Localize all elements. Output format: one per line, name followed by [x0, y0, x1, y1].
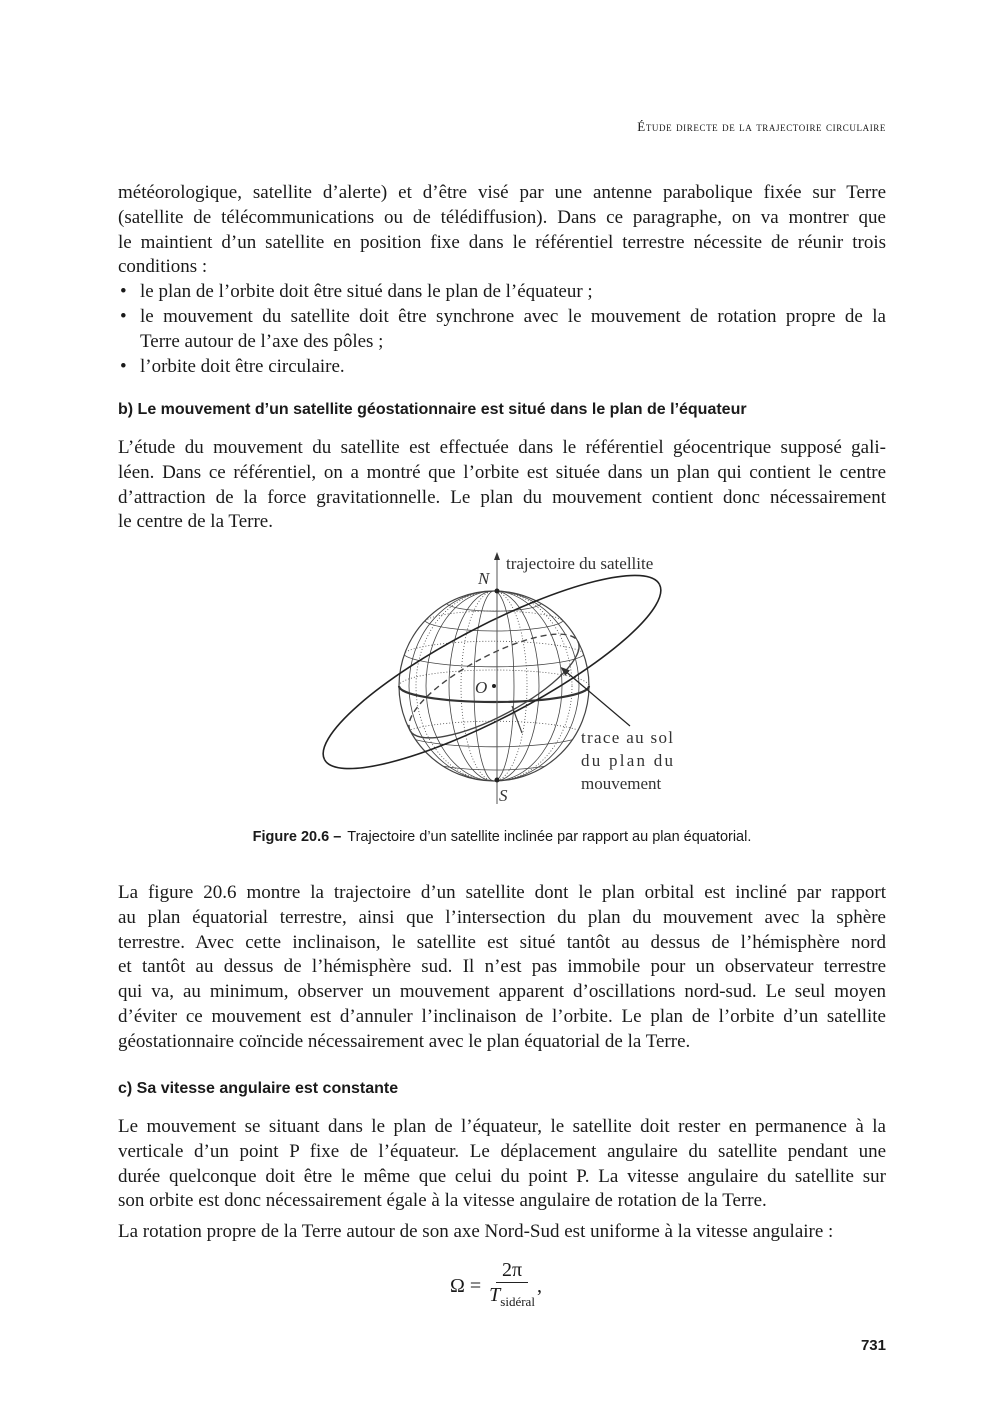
bullet-icon: •: [120, 355, 127, 377]
text-line: L’étude du mouvement du satellite est effectuée dans le référentiel géocentrique supposé gali-: [118, 437, 886, 458]
denominator-symbol: T: [489, 1284, 501, 1306]
section-heading-b: b) Le mouvement d’un satellite géostationnaire est situé dans le plan de l’équateur: [118, 401, 747, 418]
text-line: et tantôt au dessus de l’hémisphère sud. Il n’est pas immobile pour un observateur terrestre: [118, 956, 886, 978]
denominator: [489, 1283, 535, 1314]
section-heading-c: c) Sa vitesse angulaire est constante: [118, 1080, 399, 1097]
north-pole-point: [495, 589, 500, 594]
denominator-subscript: sidéral: [500, 1294, 535, 1309]
label-trace: mouvement: [581, 774, 662, 793]
page-number: 731: [860, 1337, 886, 1354]
text-line: d’attraction de la force gravitationnelle. Le plan du mouvement contient donc nécessairement: [118, 486, 886, 508]
section-c-paragraph: [118, 1115, 886, 1245]
equation-lhs: Ω =: [450, 1274, 482, 1297]
parallel-back: [399, 670, 589, 686]
label-trajectory: trajectoire du satellite: [506, 554, 654, 573]
text-line: Le mouvement se situant dans le plan de l’équateur, le satellite doit rester en permanence à la: [118, 1116, 886, 1137]
south-pole-point: [495, 778, 500, 783]
bullet-icon: •: [120, 305, 127, 327]
caption-label: Figure 20.6 –: [252, 829, 342, 845]
text-line: l’orbite doit être circulaire.: [140, 355, 345, 377]
text-line: conditions :: [118, 256, 208, 278]
center-point: [492, 684, 496, 688]
numerator: 2π: [496, 1258, 528, 1283]
label-trace: du plan du: [581, 751, 673, 770]
text-line: Terre autour de l’axe des pôles ;: [140, 330, 384, 352]
text-line: La figure 20.6 montre la trajectoire d’un satellite dont le plan orbital est incliné par rapport: [118, 882, 886, 903]
text-line: terrestre. Avec cette inclinaison, le satellite est situé tantôt au dessus de l’hémisphère nord: [118, 931, 886, 953]
text-line: (satellite de télécommunications ou de télédiffusion). Dans ce paragraphe, on va montrer que: [118, 206, 886, 228]
label-s: S: [499, 786, 508, 805]
text-line: le centre de la Terre.: [118, 511, 273, 533]
text-line: qui va, au minimum, observer un mouvement apparent d’oscillations nord-sud. Le seul moyen: [118, 981, 886, 1003]
omega-equation: [450, 1258, 542, 1314]
text-line: le mouvement du satellite doit être synchrone avec le mouvement de rotation propre de la: [140, 305, 886, 327]
figure-caption: [0, 829, 1004, 845]
para-3: [118, 881, 886, 1055]
equation-trail: ,: [536, 1274, 542, 1297]
text-line: le plan de l’orbite doit être situé dans le plan de l’équateur ;: [140, 281, 593, 303]
text-line: son orbite est donc nécessairement égale à la vitesse angulaire de rotation de la Terre.: [118, 1190, 767, 1212]
caption-text: Trajectoire d’un satellite inclinée par rapport au plan équatorial.: [347, 829, 752, 845]
text-line: d’éviter ce mouvement est d’annuler l’inclinaison de l’orbite. Le plan de l’orbite d’un satellite: [118, 1005, 886, 1027]
text-line: La rotation propre de la Terre autour de son axe Nord-Sud est uniforme à la vitesse angulaire :: [118, 1221, 834, 1243]
text-line: au plan équatorial terrestre, ainsi que l’intersection du plan du mouvement avec la sphère: [118, 906, 886, 928]
text-line: le maintient d’un satellite en position fixe dans le référentiel terrestre nécessite de réunir trois: [118, 231, 886, 253]
text-line: durée quelconque doit être le même que celui du point P. La vitesse angulaire du satellite sur: [118, 1165, 886, 1187]
parallel: [403, 654, 585, 667]
equator: [399, 686, 589, 702]
label-o: O: [475, 678, 488, 697]
parallel: [425, 621, 563, 631]
bullet-icon: •: [120, 281, 127, 303]
text-line: léen. Dans ce référentiel, on a montré que l’orbite est située dans un plan qui contient le centre: [118, 461, 886, 483]
text-line: géostationnaire coïncide nécessairement avec le plan équatorial de la Terre.: [118, 1030, 691, 1052]
label-n: N: [478, 569, 490, 588]
label-trace: trace au sol: [581, 728, 673, 747]
running-header: Étude directe de la trajectoire circulaire: [637, 119, 886, 134]
text-line: météorologique, satellite d’alerte) et d’être visé par une antenne parabolique fixée sur Terre: [118, 182, 886, 203]
parallel: [403, 734, 585, 747]
text-line: verticale d’un point P fixe de l’équateur. Le déplacement angulaire du satellite pendant une: [118, 1140, 886, 1162]
fraction: [489, 1258, 535, 1314]
